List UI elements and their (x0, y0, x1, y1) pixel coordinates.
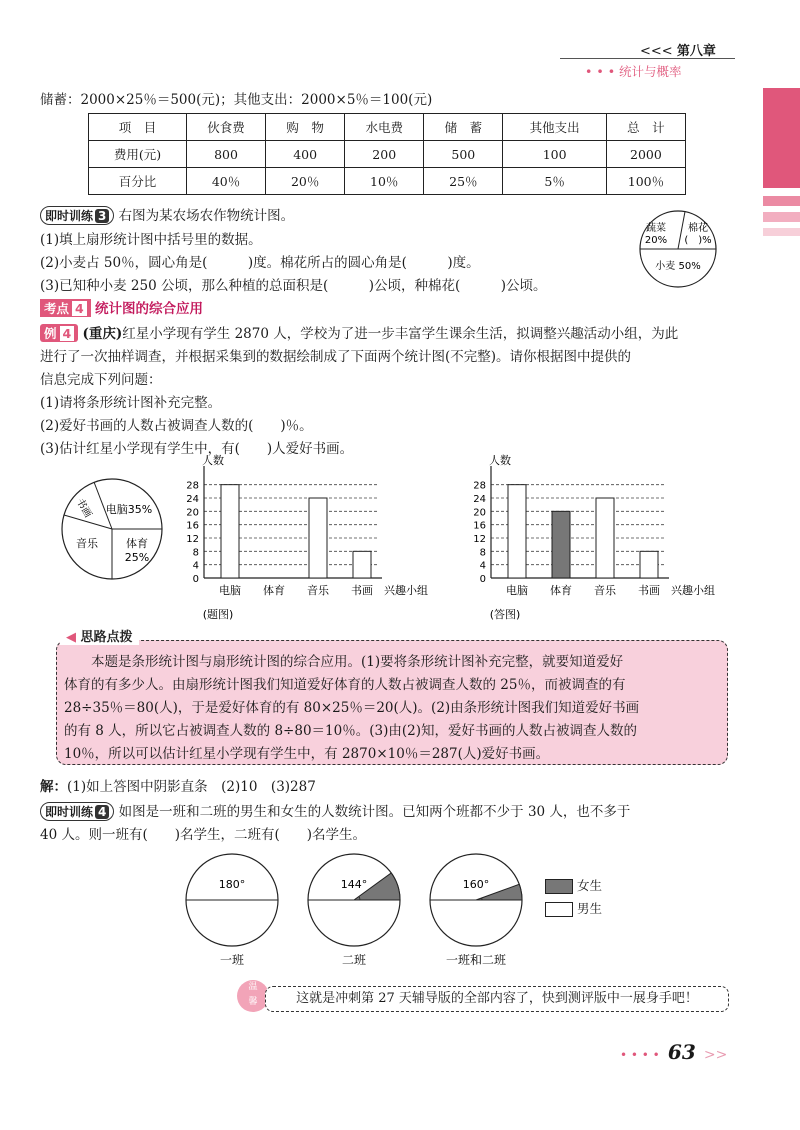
y-tick-label: 8 (479, 547, 486, 559)
footer-badge: 温 馨 (237, 980, 269, 1012)
edge-tab-main (763, 88, 800, 188)
training3-intro: 右图为某农场农作物统计图。 (118, 208, 295, 224)
edge-tab-4 (763, 228, 800, 236)
table-cell: 伙食费 (187, 114, 266, 141)
table-cell: 800 (187, 141, 266, 168)
edge-tab-3 (763, 212, 800, 222)
x-tick-label: 书画 (351, 584, 373, 597)
table-cell: 100 (503, 141, 607, 168)
y-tick-label: 24 (186, 494, 199, 505)
header-arrows: <<< (640, 44, 673, 59)
y-axis-label: 人数 (489, 454, 511, 467)
example4-q2: (2)爱好书画的人数占被调查人数的( )％。 (40, 418, 313, 434)
table-cell: 400 (266, 141, 345, 168)
pie-label-pe: 体育 (126, 537, 148, 550)
page-number-area (620, 1040, 727, 1064)
example4-q1: (1)请将条形统计图补充完整。 (40, 395, 222, 411)
bar-chart-answer (455, 452, 725, 627)
page-dots: • • • • (620, 1048, 660, 1062)
example4-line3: 信息完成下列问题： (40, 372, 162, 388)
table-row (89, 141, 686, 168)
y-tick-label: 28 (186, 480, 199, 492)
table-cell: 其他支出 (503, 114, 607, 141)
crop-pie-chart (628, 206, 728, 290)
pie-label-music: 音乐 (76, 537, 98, 550)
y-tick-label: 0 (479, 574, 486, 585)
training4-line2: 40 人。则一班有( )名学生，二班有( )名学生。 (40, 827, 367, 843)
pie-class-label: 一班 (219, 953, 245, 967)
x-tick-label: 体育 (550, 584, 572, 597)
table-cell: 10％ (345, 168, 424, 195)
chapter-title: 第八章 (676, 44, 716, 59)
training3-tag: 即时训练 3 (40, 206, 114, 225)
kaodian4-line (40, 297, 203, 317)
y-tick-label: 4 (479, 560, 486, 572)
training3-q1: (1)填上扇形统计图中括号里的数据。 (40, 232, 262, 248)
y-axis-label: 人数 (202, 454, 224, 467)
training3-intro-line (40, 204, 294, 225)
solution-text: (1)如上答图中阴影直条 (2)10 (3)287 (67, 779, 316, 795)
table-cell: 40％ (187, 168, 266, 195)
x-tick-label: 书画 (638, 584, 660, 597)
table-cell: 费用(元) (89, 141, 187, 168)
bar (309, 498, 327, 578)
x-tick-label: 电脑 (506, 584, 528, 597)
table-cell: 百分比 (89, 168, 187, 195)
hint-line: 本题是条形统计图与扇形统计图的综合应用。(1)要将条形统计图补充完整，就要知道爱好 (91, 654, 624, 670)
y-tick-label: 20 (473, 507, 486, 519)
pie-class-label: 一班和二班 (445, 953, 507, 967)
pie-label-pe-pct: 25% (124, 551, 150, 564)
hint-line: 28÷35％＝80(人)，于是爱好体育的有 80×25％＝20(人)。(2)由条形统计图我们知道爱好书画 (64, 700, 640, 716)
legend-boy (545, 899, 602, 917)
page-arrows: >> (703, 1047, 728, 1063)
example4-line2: 进行了一次抽样调查，并根据采集到的数据绘制成了下面两个统计图(不完整)。请你根据图中提供的 (40, 349, 632, 365)
table-cell: 2000 (606, 141, 685, 168)
chart-caption: (答图) (489, 608, 521, 621)
y-tick-label: 8 (192, 547, 199, 559)
pie-angle-label: 160° (462, 878, 490, 891)
hint-line: 的有 8 人，所以它占被调查人数的 8÷80＝10％。(3)由(2)知，爱好书画的人数占被调查人数的 (64, 723, 637, 739)
x-tick-label: 电脑 (219, 584, 241, 597)
x-tick-label: 体育 (263, 584, 285, 597)
bar-chart-question (168, 452, 438, 627)
y-tick-label: 16 (473, 520, 486, 532)
table-cell: 200 (345, 141, 424, 168)
training4-text1: 如图是一班和二班的男生和女生的人数统计图。已知两个班都不少于 30 人，也不多于 (118, 804, 631, 820)
solution-line (40, 775, 316, 795)
chart-caption: (题图) (202, 608, 234, 621)
example4-tag: 例 4 (40, 324, 78, 342)
header-rule (560, 58, 735, 59)
table-cell: 5％ (503, 168, 607, 195)
class-pie (430, 854, 522, 967)
training4-tag: 即时训练 4 (40, 802, 114, 821)
table-cell: 水电费 (345, 114, 424, 141)
legend-girl-label: 女生 (576, 878, 602, 893)
x-tick-label: 音乐 (594, 584, 616, 597)
pie-label-cotton-pct: ( )% (684, 235, 712, 246)
table-cell: 500 (424, 141, 503, 168)
training3-q3: (3)已知种小麦 250 公顷，那么种植的总面积是( )公顷，种棉花( )公顷。 (40, 278, 547, 294)
hint-line: 体育的有多少人。由扇形统计图我们知道爱好体育的人数占被调查人数的 25％，而被调查的有 (64, 677, 626, 693)
example4-text1: 红星小学现有学生 2870 人，学校为了进一步丰富学生课余生活，拟调整兴趣活动小组，为此 (122, 326, 679, 342)
pie-label-veg: 蔬菜 (646, 223, 666, 234)
y-tick-label: 16 (186, 520, 199, 532)
pie-label-veg-pct: 20% (644, 235, 668, 246)
example4-line1 (40, 322, 678, 342)
y-tick-label: 0 (192, 574, 199, 585)
hint-line: 10％，所以可以估计红星小学现有学生中，有 2870×10％＝287(人)爱好书画。 (64, 746, 550, 762)
pie-angle-label: 180° (218, 878, 246, 891)
table-row (89, 168, 686, 195)
class-pie (308, 854, 400, 967)
class-pie (186, 854, 278, 967)
y-tick-label: 28 (473, 480, 486, 492)
section-title: 统计与概率 (619, 64, 682, 79)
pie-label-wheat: 小麦 50% (655, 261, 701, 272)
kaodian4-title: 统计图的综合应用 (95, 301, 204, 317)
table-cell: 总 计 (606, 114, 685, 141)
example4-q3: (3)估计红星小学现有学生中，有( )人爱好书画。 (40, 441, 354, 457)
bar (353, 551, 371, 578)
pie-label-cotton: 棉花 (688, 223, 708, 234)
table-cell: 储 蓄 (424, 114, 503, 141)
table-cell: 25％ (424, 168, 503, 195)
y-tick-label: 20 (186, 507, 199, 519)
table-header-row (89, 114, 686, 141)
savings-line: 储蓄：2000×25％＝500(元)；其他支出：2000×5％＝100(元) (40, 92, 433, 108)
interest-pie-chart (54, 475, 172, 585)
y-tick-label: 24 (473, 494, 486, 505)
table-cell: 购 物 (266, 114, 345, 141)
training4-line1 (40, 800, 630, 821)
header-section: • • • 统计与概率 (585, 64, 682, 79)
legend-boy-swatch (545, 902, 573, 917)
y-tick-label: 4 (192, 560, 199, 572)
footer-note: 这就是冲刺第 27 天辅导版的全部内容了，快到测评版中一展身手吧！ (265, 986, 729, 1012)
solution-label: 解： (40, 779, 67, 795)
bar (640, 551, 658, 578)
bar (508, 485, 526, 578)
page-number: 63 (667, 1040, 696, 1064)
legend-girl-swatch (545, 879, 573, 894)
kaodian4-tag: 考点 4 (40, 299, 91, 317)
y-tick-label: 12 (473, 534, 486, 545)
legend-boy-label: 男生 (576, 901, 602, 916)
bar (596, 498, 614, 578)
pie-label-calligraphy: 书画 (73, 496, 94, 520)
bar (221, 485, 239, 578)
x-axis-label: 兴趣小组 (384, 584, 428, 597)
edge-tab-2 (763, 196, 800, 206)
training3-q2: (2)小麦占 50％，圆心角是( )度。棉花所占的圆心角是( )度。 (40, 255, 480, 271)
x-axis-label: 兴趣小组 (671, 584, 715, 597)
pie-class-label: 二班 (341, 953, 367, 967)
pie-angle-label: 144° (340, 878, 368, 891)
pie-label-computer: 电脑35% (105, 503, 153, 516)
hint-title: ◀ 思路点拨 (60, 626, 139, 645)
y-tick-label: 12 (186, 534, 199, 545)
bar (552, 511, 570, 578)
table-cell: 项 目 (89, 114, 187, 141)
table-cell: 100％ (606, 168, 685, 195)
header-chapter (640, 40, 716, 59)
x-tick-label: 音乐 (307, 584, 329, 597)
cost-table (88, 113, 686, 195)
legend-girl (545, 876, 602, 894)
table-cell: 20％ (266, 168, 345, 195)
example4-region: (重庆) (82, 326, 123, 342)
